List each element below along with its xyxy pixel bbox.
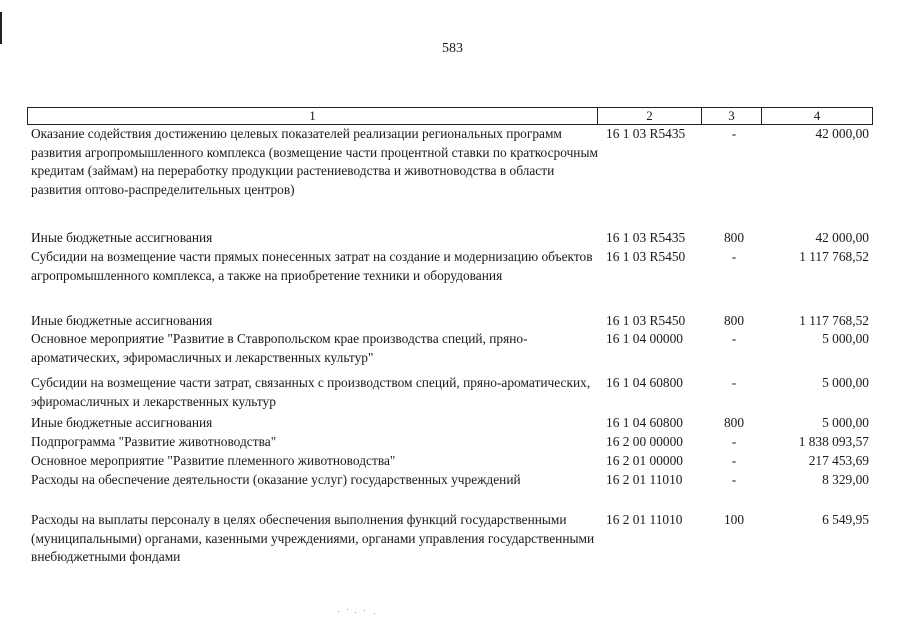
row-code: 16 1 04 00000	[606, 331, 683, 346]
row-name: Подпрограмма "Развитие животноводства"	[31, 434, 277, 449]
row-expense-type: -	[731, 453, 737, 468]
page-edge-rule	[0, 12, 2, 44]
row-name: Иные бюджетные ассигнования	[31, 313, 213, 328]
row-name: Субсидии на возмещение части затрат, связанных с производством специй, пряно-ароматических, эфиромасличных и лекарственных культур	[31, 375, 591, 409]
row-code: 16 1 04 60800	[606, 375, 683, 390]
row-code: 16 2 01 11010	[606, 472, 683, 487]
row-expense-type: -	[731, 126, 737, 141]
row-name: Расходы на выплаты персоналу в целях обеспечения выполнения функций государственными (муниципальными) органами, казенными учреждениями, органами управления государственными внебюджетными фондами	[31, 512, 595, 564]
row-name: Иные бюджетные ассигнования	[31, 415, 213, 430]
row-expense-type: 800	[723, 230, 745, 245]
row-code: 16 1 03 R5450	[606, 249, 686, 264]
row-sum: 217 453,69	[808, 453, 869, 468]
row-name: Субсидии на возмещение части прямых понесенных затрат на создание и модернизацию объектов агропромышленного комплекса, а также на приобретение техники и оборудования	[31, 249, 593, 283]
row-name: Основное мероприятие "Развитие в Ставропольском крае производства специй, пряно-ароматических, эфиромасличных и лекарственных культур"	[31, 331, 528, 365]
row-name: Оказание содействия достижению целевых показателей реализации региональных программ развития агропромышленного комплекса (возмещение части процентной ставки по краткосрочным кредитам (займам) на переработку продукции растениеводства и животноводства в области развития оптово-распределительных центров)	[31, 126, 598, 197]
row-code: 16 2 00 00000	[606, 434, 683, 449]
row-sum: 6 549,95	[822, 512, 869, 527]
row-sum: 42 000,00	[815, 230, 869, 245]
row-code: 16 1 03 R5435	[606, 126, 686, 141]
row-name: Основное мероприятие "Развитие племенного животноводства"	[31, 453, 396, 468]
row-expense-type: -	[731, 472, 737, 487]
row-name: Иные бюджетные ассигнования	[31, 230, 213, 245]
row-sum: 5 000,00	[822, 415, 869, 430]
header-col-3: 3	[701, 108, 761, 124]
row-expense-type: 800	[723, 313, 745, 328]
row-sum: 42 000,00	[815, 126, 869, 141]
row-code: 16 1 03 R5450	[606, 313, 686, 328]
row-code: 16 1 04 60800	[606, 415, 683, 430]
row-sum: 5 000,00	[822, 331, 869, 346]
row-expense-type: -	[731, 249, 737, 264]
row-code: 16 2 01 11010	[606, 512, 683, 527]
row-expense-type: -	[731, 434, 737, 449]
row-code: 16 2 01 00000	[606, 453, 683, 468]
row-sum: 5 000,00	[822, 375, 869, 390]
row-expense-type: 800	[723, 415, 745, 430]
scan-specks	[338, 608, 378, 614]
row-sum: 1 117 768,52	[799, 313, 869, 328]
row-sum: 1 117 768,52	[799, 249, 869, 264]
page-number: 583	[442, 41, 463, 56]
header-col-2: 2	[597, 108, 701, 124]
header-col-1: 1	[309, 108, 316, 123]
row-code: 16 1 03 R5435	[606, 230, 686, 245]
row-expense-type: -	[731, 375, 737, 390]
table-header-row	[27, 107, 873, 125]
row-sum: 8 329,00	[822, 472, 869, 487]
row-expense-type: 100	[723, 512, 745, 527]
header-col-4: 4	[761, 108, 872, 124]
row-expense-type: -	[731, 331, 737, 346]
row-sum: 1 838 093,57	[798, 434, 869, 449]
row-name: Расходы на обеспечение деятельности (оказание услуг) государственных учреждений	[31, 472, 521, 487]
